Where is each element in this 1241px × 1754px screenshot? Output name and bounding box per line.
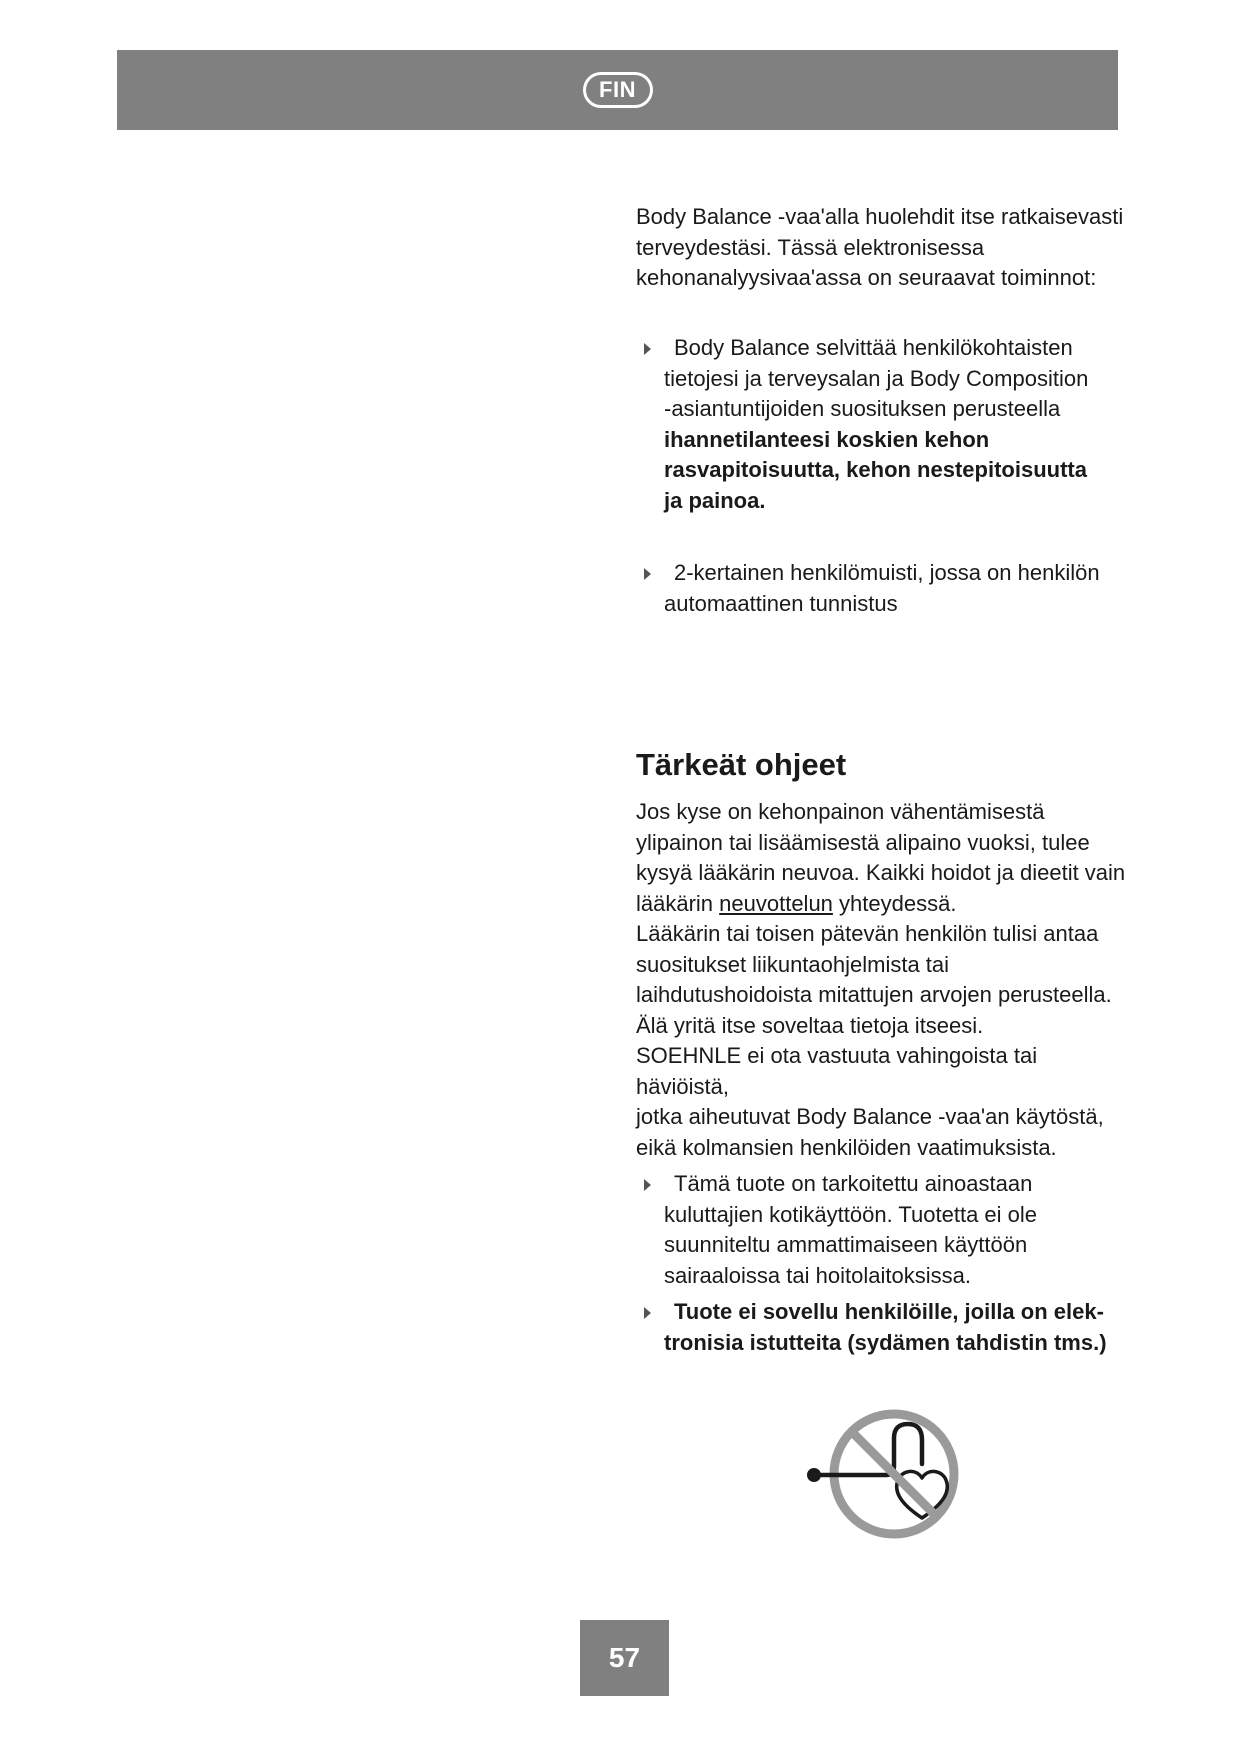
- feature-line: automaattinen tunnistus: [664, 590, 898, 616]
- intro-line: Body Balance -vaa'alla huolehdit itse ratkaisevasti: [636, 204, 1124, 229]
- text-line: Älä yritä itse soveltaa tietoja itseesi.: [636, 1012, 984, 1038]
- feature-line-bold: ihannetilanteesi koskien kehon: [664, 426, 990, 452]
- triangle-right-icon: [644, 343, 651, 355]
- important-item: [636, 1297, 1126, 1358]
- feature-list: [636, 333, 1126, 653]
- text-line: suositukset liikuntaohjelmista tai: [636, 951, 950, 977]
- triangle-right-icon: [644, 1179, 651, 1191]
- important-text: [636, 797, 1126, 1163]
- important-list: [636, 1169, 1126, 1358]
- feature-line: -asiantuntijoiden suosituksen perusteella: [664, 396, 1061, 421]
- feature-line: tietojesi ja terveysalan ja Body Composition: [664, 365, 1089, 391]
- intro-line: kehonanalyysivaa'assa on seuraavat toiminnot:: [636, 265, 1097, 290]
- text-line: Jos kyse on kehonpainon vähentämisestä: [636, 799, 1045, 824]
- no-pacemaker-icon: [798, 1406, 962, 1542]
- text-line: eikä kolmansien henkilöiden vaatimuksista.: [636, 1134, 1057, 1160]
- page-number: 57: [580, 1620, 669, 1696]
- item-line-bold: tronisia istutteita (sydämen tahdistin tms.): [664, 1329, 1107, 1355]
- important-item: [636, 1169, 1126, 1291]
- text-line: ylipainon tai lisäämisestä alipaino vuoksi, tulee: [636, 829, 1090, 855]
- important-section: [636, 745, 1126, 1362]
- language-badge: FIN: [583, 72, 653, 108]
- text-line: [636, 889, 1126, 920]
- item-line: suunniteltu ammattimaiseen käyttöön: [664, 1232, 1028, 1257]
- intro-line: terveydestäsi. Tässä elektronisessa: [636, 234, 985, 260]
- intro-paragraph: [636, 202, 1126, 294]
- text-fragment: yhteydessä.: [832, 890, 957, 916]
- section-heading: Tärkeät ohjeet: [636, 747, 847, 782]
- feature-line-bold: ja painoa.: [664, 487, 766, 513]
- item-line-bold: Tuote ei sovellu henkilöille, joilla on elek-: [674, 1299, 1104, 1324]
- triangle-right-icon: [644, 568, 651, 580]
- feature-line: 2-kertainen henkilömuisti, jossa on henkilön: [674, 560, 1100, 585]
- item-line: sairaaloissa tai hoitolaitoksissa.: [664, 1262, 971, 1288]
- text-line: laihdutushoidoista mitattujen arvojen perusteella.: [636, 982, 1112, 1007]
- text-line: Lääkärin tai toisen pätevän henkilön tulisi antaa: [636, 921, 1099, 946]
- triangle-right-icon: [644, 1307, 651, 1319]
- header-bar: [117, 50, 1118, 130]
- text-line: jotka aiheutuvat Body Balance -vaa'an käytöstä,: [636, 1104, 1104, 1129]
- feature-item: [636, 558, 1126, 619]
- text-line: SOEHNLE ei ota vastuuta vahingoista tai häviöistä,: [636, 1043, 1038, 1099]
- text-line: kysyä lääkärin neuvoa. Kaikki hoidot ja dieetit vain: [636, 860, 1126, 885]
- feature-line: Body Balance selvittää henkilökohtaisten: [674, 335, 1073, 360]
- underlined-word: neuvottelun: [719, 890, 833, 916]
- feature-line-bold: rasvapitoisuutta, kehon nestepitoisuutta: [664, 457, 1087, 482]
- item-line: Tämä tuote on tarkoitettu ainoastaan: [674, 1171, 1033, 1196]
- text-fragment: lääkärin: [636, 890, 720, 916]
- item-line: kuluttajien kotikäyttöön. Tuotetta ei ole: [664, 1201, 1038, 1227]
- feature-item: [636, 333, 1126, 516]
